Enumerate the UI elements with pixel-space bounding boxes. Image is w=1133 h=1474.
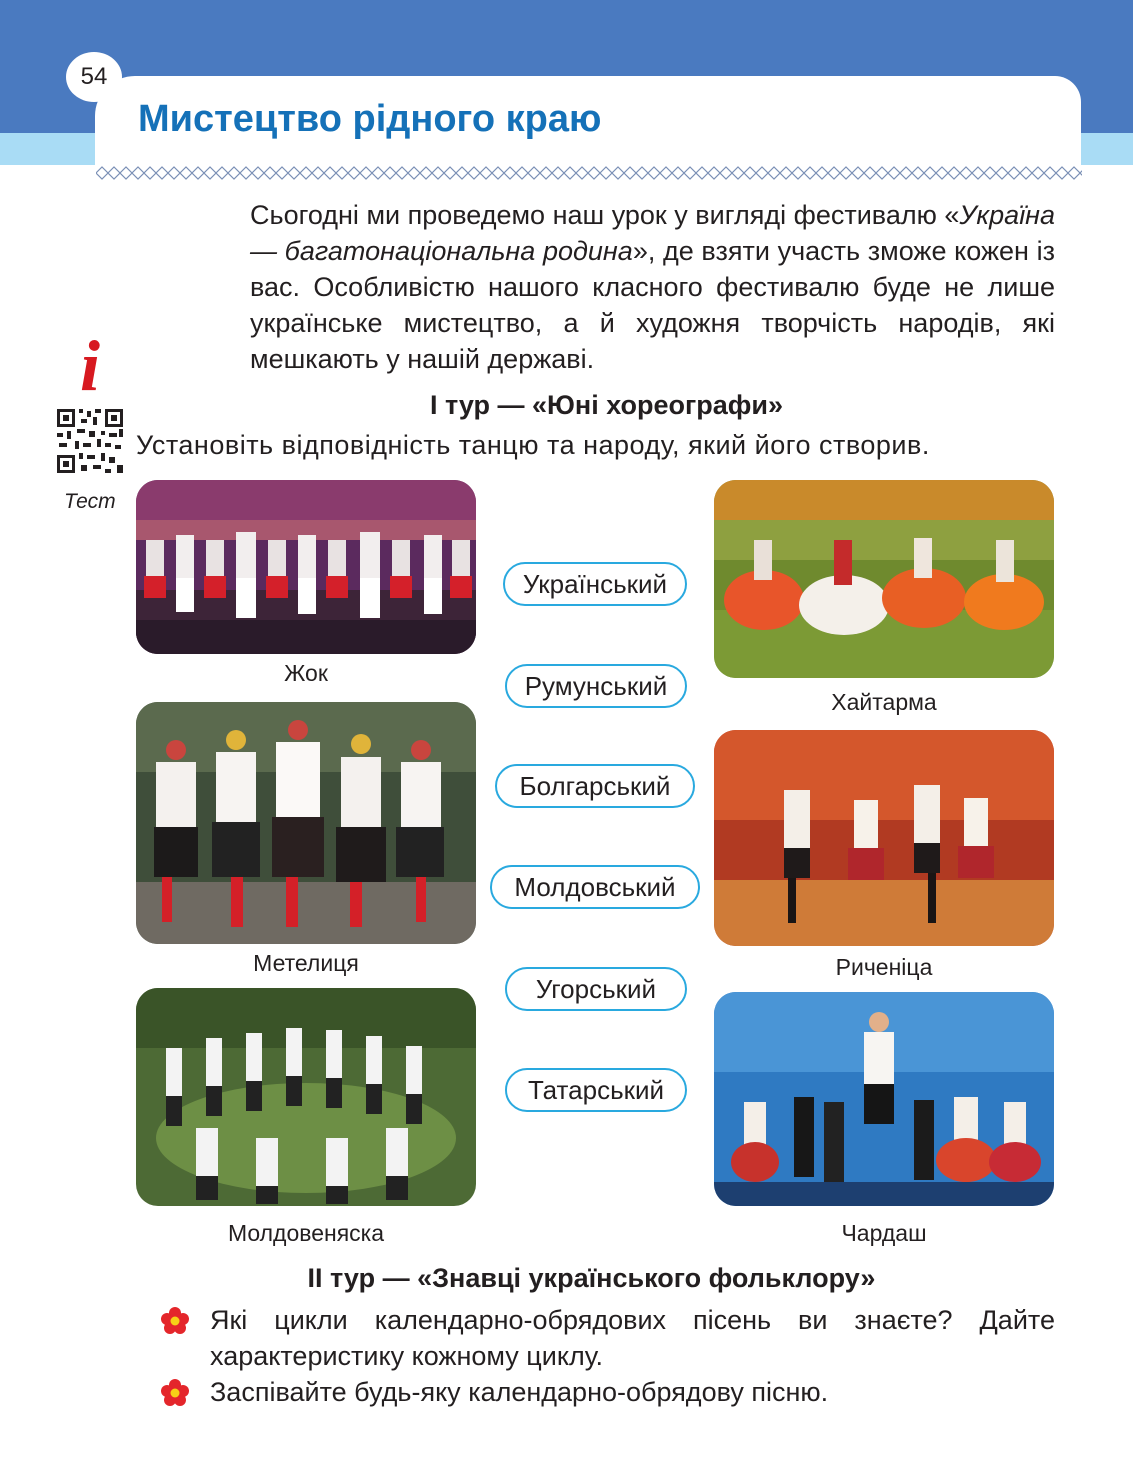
nation-option-ukrainian[interactable]: Український xyxy=(503,562,687,606)
tour2-question-2: Заспівайте будь-яку календарно-обрядову пісню. xyxy=(210,1377,829,1407)
tour2-question-1: Які цикли календарно-обрядових пісень ви знаєте? Дайте характеристику кожному циклу. xyxy=(210,1305,1055,1371)
flower-icon xyxy=(160,1378,190,1408)
dance-photo-chardash xyxy=(714,992,1054,1206)
tour1-heading: І тур — «Юні хореографи» xyxy=(429,390,784,420)
dance-photo-khaitarma xyxy=(714,480,1054,678)
caption-moldoveniaska: Молдовеняска xyxy=(227,1220,385,1246)
info-icon: i xyxy=(80,326,101,406)
dance-photo-metelytsia xyxy=(136,702,476,944)
nation-option-romanian[interactable]: Румунський xyxy=(505,664,687,708)
caption-zhok: Жок xyxy=(284,660,328,686)
dance-photo-zhok xyxy=(136,480,476,654)
caption-metelytsia: Метелиця xyxy=(253,950,359,976)
tour2-heading: ІІ тур — «Знавці українського фольклору» xyxy=(307,1263,876,1293)
caption-rychenitsa: Риченіца xyxy=(835,954,933,980)
flower-icon xyxy=(160,1306,190,1336)
nation-option-hungarian[interactable]: Угорський xyxy=(505,967,687,1011)
nation-option-moldovan[interactable]: Молдовський xyxy=(490,865,700,909)
dance-photo-moldoveniaska xyxy=(136,988,476,1206)
decorative-ornament-border xyxy=(96,164,1082,182)
page-number: 54 xyxy=(66,52,122,102)
qr-test-label: Тест xyxy=(64,490,116,513)
nation-option-bulgarian[interactable]: Болгарський xyxy=(495,764,695,808)
page-title: Мистецтво рідного краю xyxy=(138,98,602,140)
caption-khaitarma: Хайтарма xyxy=(831,689,937,715)
caption-chardash: Чардаш xyxy=(841,1220,927,1246)
dance-photo-rychenitsa xyxy=(714,730,1054,946)
tour1-task: Установіть відповідність танцю та народу, який його створив. xyxy=(136,430,930,460)
nation-option-tatar[interactable]: Татарський xyxy=(505,1068,687,1112)
intro-paragraph: Сьогодні ми проведемо наш урок у вигляді фестивалю «Україна — багатонаціональна родина», де взяти участь зможе кожен із вас. Особливістю нашого класного фестивалю буде не лише українське мистецтво, а й художня творчість народів, які мешкають у нашій державі. xyxy=(250,200,1056,374)
festival-name: Україна — багатонаціональна родина xyxy=(250,200,1055,266)
